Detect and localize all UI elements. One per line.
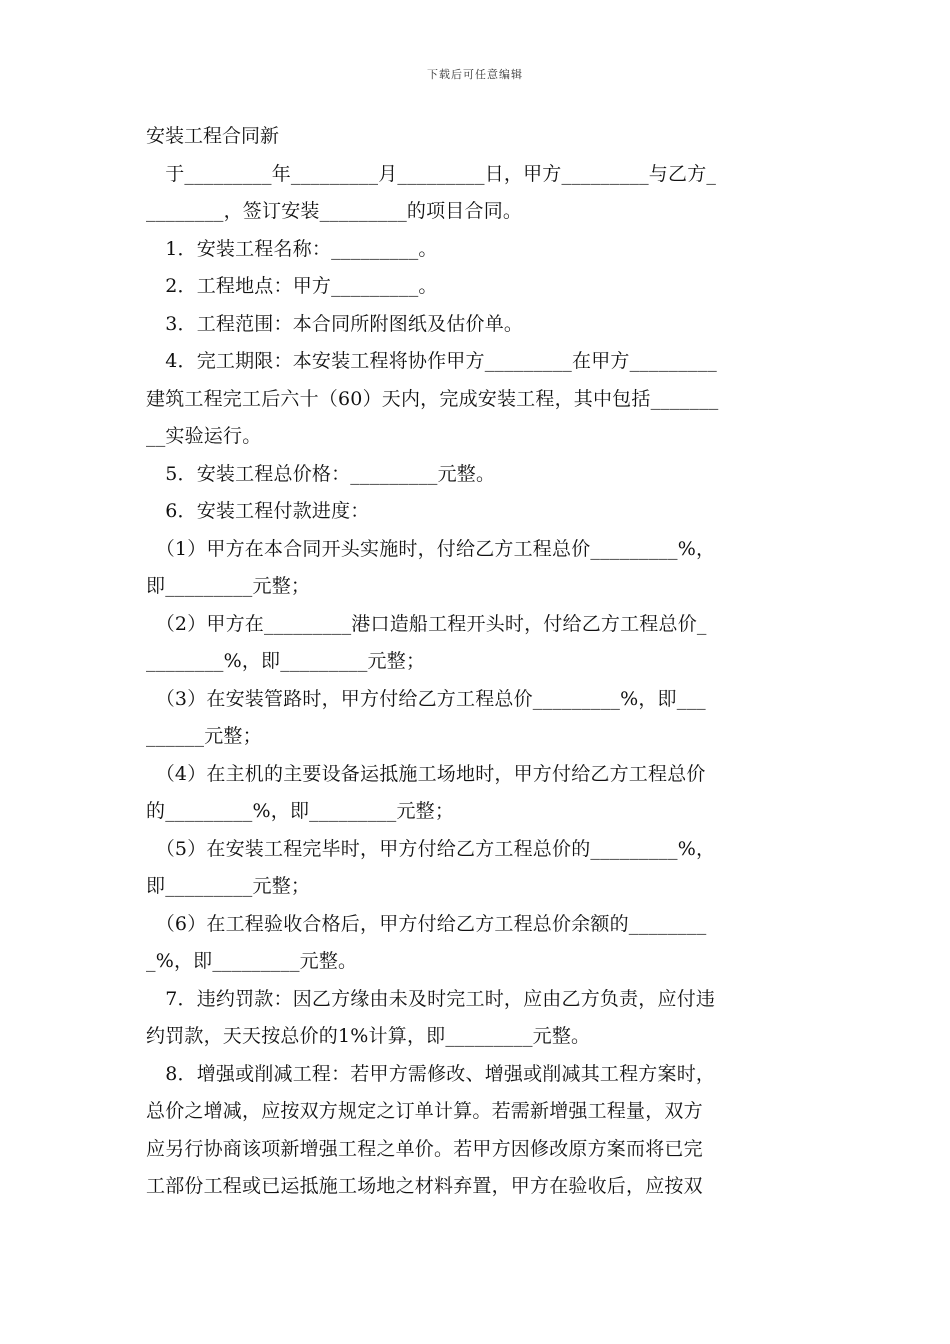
text-line: ________%，即_________元整； (146, 650, 426, 672)
text-line: 8．增强或削减工程：若甲方需修改、增强或削减其工程方案时， (146, 1062, 716, 1085)
text-line: 7．违约罚款：因乙方缘由未及时完工时，应由乙方负责，应付违 (146, 987, 716, 1010)
text-line: 5．安装工程总价格：_________元整。 (146, 462, 496, 485)
text-line: （6）在工程验收合格后，甲方付给乙方工程总价余额的________ (146, 912, 707, 935)
text-line: 1．安装工程名称：_________。 (146, 237, 438, 260)
text-line: 3．工程范围：本合同所附图纸及估价单。 (146, 312, 524, 335)
text-line: __实验运行。 (146, 425, 262, 447)
text-line: （3）在安装管路时，甲方付给乙方工程总价_________%，即___ (146, 687, 706, 710)
text-line: _%，即_________元整。 (146, 950, 358, 972)
text-line: （1）甲方在本合同开头实施时，付给乙方工程总价_________%， (146, 537, 716, 560)
contract-body (146, 118, 810, 1206)
text-line: ______元整； (146, 725, 262, 747)
text-line: 的_________%，即_________元整； (146, 800, 455, 822)
text-line: （4）在主机的主要设备运抵施工场地时，甲方付给乙方工程总价 (146, 762, 706, 785)
text-line: 4．完工期限：本安装工程将协作甲方_________在甲方_________ (146, 350, 717, 372)
text-line: 2．工程地点：甲方_________。 (146, 275, 438, 297)
text-line: ________，签订安装_________的项目合同。 (146, 200, 523, 222)
text-line: 即_________元整； (146, 575, 311, 597)
text-line: （2）甲方在_________港口造船工程开头时，付给乙方工程总价_ (146, 612, 707, 635)
text-line: 于_________年_________月_________日，甲方_________与乙方_ (146, 162, 717, 185)
text-line: 工部份工程或已运抵施工场地之材料弃置，甲方在验收后，应按双 (146, 1175, 703, 1197)
text-line: 约罚款，天天按总价的1%计算，即_________元整。 (146, 1025, 591, 1047)
text-line: 总价之增减，应按双方规定之订单计算。若需新增强工程量，双方 (146, 1100, 703, 1122)
document-title: 安装工程合同新 (146, 125, 280, 147)
header-note: 下载后可任意编辑 (427, 68, 523, 81)
text-line: （5）在安装工程完毕时，甲方付给乙方工程总价的_________%， (146, 837, 716, 860)
text-line: 应另行协商该项新增强工程之单价。若甲方因修改原方案而将已完 (146, 1137, 703, 1160)
text-line: 6．安装工程付款进度： (146, 500, 370, 522)
text-line: 建筑工程完工后六十（60）天内，完成安装工程，其中包括_______ (146, 387, 719, 410)
text-line: 即_________元整； (146, 875, 311, 897)
